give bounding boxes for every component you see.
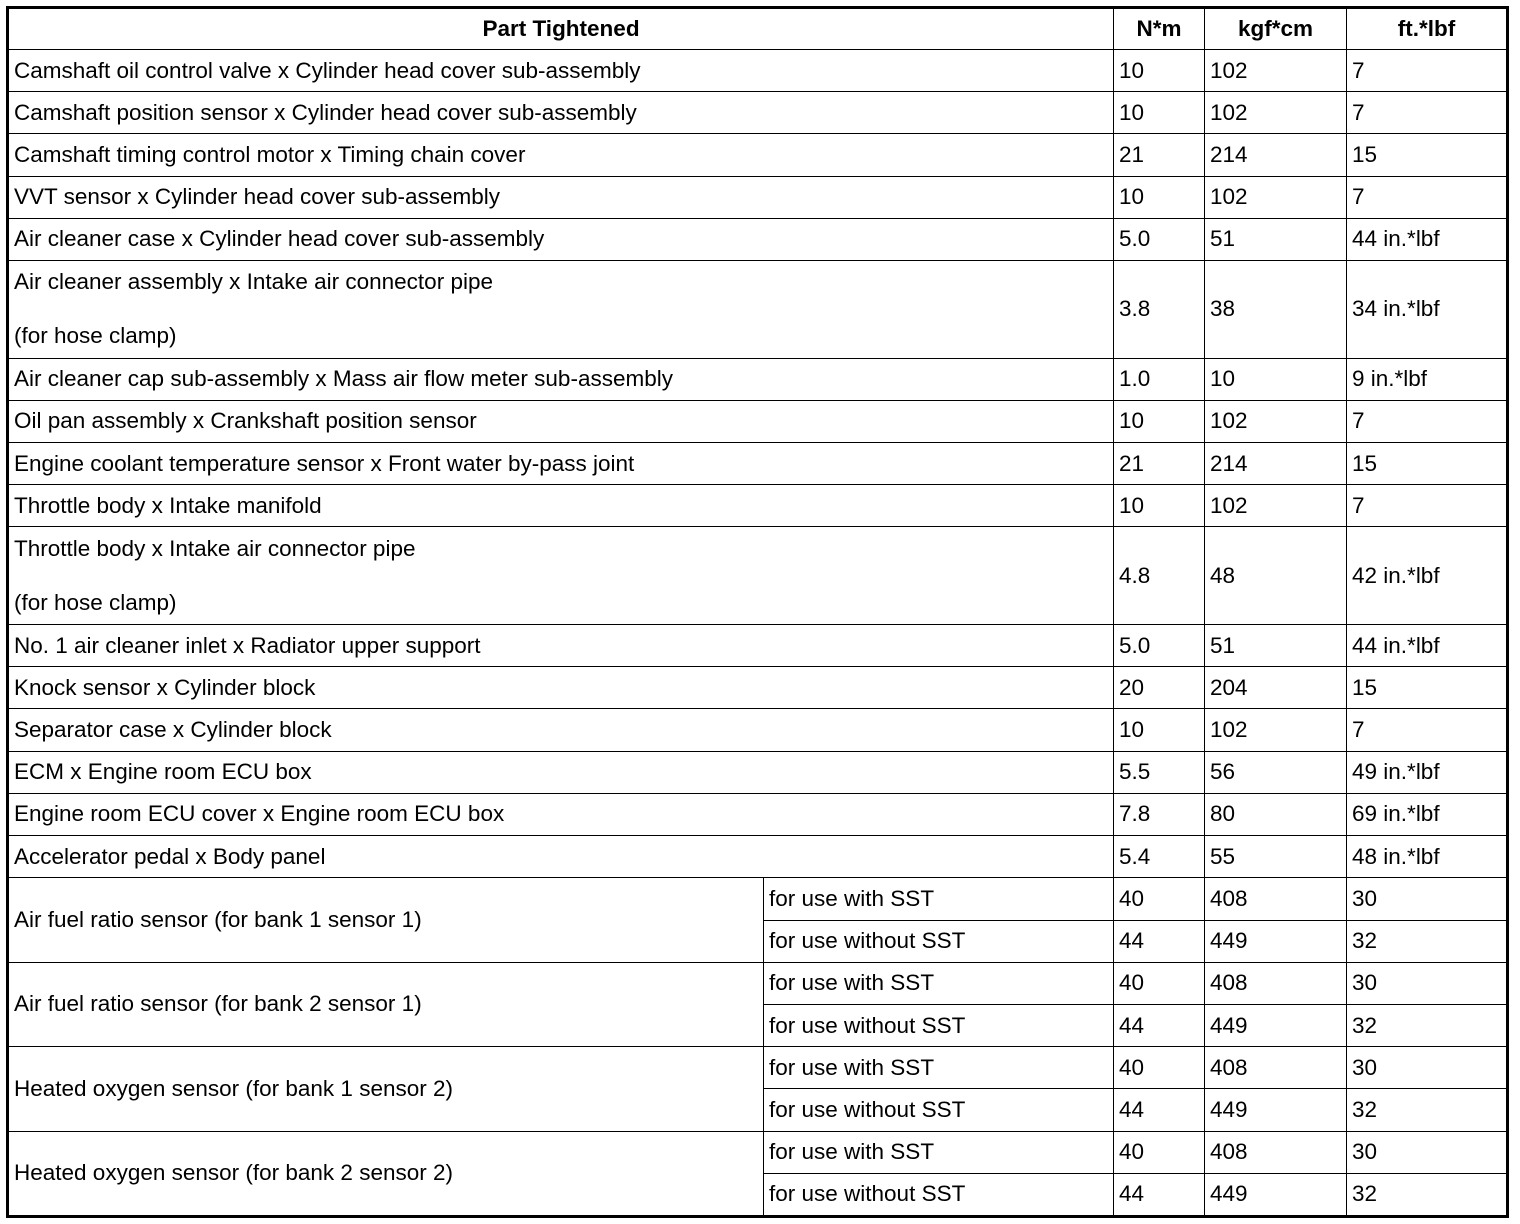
nm-value: 3.8 (1114, 261, 1205, 359)
kgfcm-value: 38 (1205, 261, 1347, 359)
kgfcm-value: 51 (1205, 218, 1347, 260)
nm-value: 10 (1114, 92, 1205, 134)
table-row (8, 261, 1508, 359)
nm-value: 4.8 (1114, 527, 1205, 625)
sensor-part-cell: Air fuel ratio sensor (for bank 1 sensor 1) (8, 878, 764, 962)
part-cell (8, 92, 1114, 134)
header-ftlbf: ft.*lbf (1347, 8, 1508, 50)
ftlbf-value: 34 in.*lbf (1347, 261, 1508, 359)
condition-cell: for use without SST (764, 1004, 1114, 1046)
ftlbf-value: 15 (1347, 134, 1508, 176)
kgfcm-value: 48 (1205, 527, 1347, 625)
ftlbf-value: 7 (1347, 92, 1508, 134)
nm-value: 5.5 (1114, 751, 1205, 793)
nm-value: 44 (1114, 1089, 1205, 1131)
part-cell (8, 261, 1114, 359)
part-cell (8, 134, 1114, 176)
part-cell (8, 400, 1114, 442)
part-name: Engine room ECU cover x Engine room ECU box (14, 801, 505, 827)
ftlbf-value: 7 (1347, 176, 1508, 218)
kgfcm-value: 102 (1205, 400, 1347, 442)
kgfcm-value: 449 (1205, 920, 1347, 962)
nm-value: 5.0 (1114, 218, 1205, 260)
kgfcm-value: 408 (1205, 1131, 1347, 1173)
kgfcm-value: 408 (1205, 878, 1347, 920)
ftlbf-value: 30 (1347, 1047, 1508, 1089)
part-cell (8, 527, 1114, 625)
nm-value: 44 (1114, 1173, 1205, 1216)
table-row (8, 485, 1508, 527)
nm-value: 10 (1114, 176, 1205, 218)
ftlbf-value: 30 (1347, 962, 1508, 1004)
kgfcm-value: 102 (1205, 92, 1347, 134)
nm-value: 10 (1114, 50, 1205, 92)
part-name: Air cleaner assembly x Intake air connector pipe (14, 269, 493, 295)
table-row (8, 878, 1508, 920)
kgfcm-value: 51 (1205, 625, 1347, 667)
nm-value: 21 (1114, 443, 1205, 485)
part-cell (8, 793, 1114, 835)
kgfcm-value: 102 (1205, 50, 1347, 92)
part-cell (8, 667, 1114, 709)
part-name: Oil pan assembly x Crankshaft position sensor (14, 408, 477, 434)
condition-cell: for use with SST (764, 1047, 1114, 1089)
kgfcm-value: 408 (1205, 1047, 1347, 1089)
nm-value: 10 (1114, 485, 1205, 527)
ftlbf-value: 9 in.*lbf (1347, 358, 1508, 400)
nm-value: 40 (1114, 1047, 1205, 1089)
table-row (8, 92, 1508, 134)
nm-value: 21 (1114, 134, 1205, 176)
part-name: Accelerator pedal x Body panel (14, 843, 326, 869)
ftlbf-value: 30 (1347, 1131, 1508, 1173)
header-kgfcm: kgf*cm (1205, 8, 1347, 50)
nm-value: 1.0 (1114, 358, 1205, 400)
kgfcm-value: 56 (1205, 751, 1347, 793)
part-cell (8, 176, 1114, 218)
table-row (8, 667, 1508, 709)
table-row (8, 751, 1508, 793)
part-name: Camshaft timing control motor x Timing chain cover (14, 142, 526, 167)
ftlbf-value: 7 (1347, 709, 1508, 751)
table-row (8, 443, 1508, 485)
ftlbf-value: 15 (1347, 443, 1508, 485)
ftlbf-value: 30 (1347, 878, 1508, 920)
header-nm: N*m (1114, 8, 1205, 50)
ftlbf-value: 7 (1347, 50, 1508, 92)
condition-cell: for use without SST (764, 920, 1114, 962)
ftlbf-value: 32 (1347, 1173, 1508, 1216)
condition-cell: for use with SST (764, 878, 1114, 920)
part-cell (8, 50, 1114, 92)
kgfcm-value: 102 (1205, 176, 1347, 218)
part-name: Engine coolant temperature sensor x Front water by-pass joint (14, 450, 635, 476)
nm-value: 5.0 (1114, 625, 1205, 667)
table-row (8, 836, 1508, 878)
ftlbf-value: 44 in.*lbf (1347, 218, 1508, 260)
part-name: Separator case x Cylinder block (14, 717, 332, 743)
kgfcm-value: 102 (1205, 709, 1347, 751)
table-row (8, 50, 1508, 92)
kgfcm-value: 80 (1205, 793, 1347, 835)
part-name: Knock sensor x Cylinder block (14, 674, 316, 700)
part-name: Throttle body x Intake air connector pipe (14, 535, 416, 561)
condition-cell: for use with SST (764, 1131, 1114, 1173)
kgfcm-value: 204 (1205, 667, 1347, 709)
nm-value: 10 (1114, 709, 1205, 751)
part-name: No. 1 air cleaner inlet x Radiator upper support (14, 632, 481, 658)
sensor-part-cell: Heated oxygen sensor (for bank 2 sensor 2) (8, 1131, 764, 1216)
nm-value: 5.4 (1114, 836, 1205, 878)
part-cell (8, 443, 1114, 485)
header-part-tightened: Part Tightened (8, 8, 1114, 50)
ftlbf-value: 49 in.*lbf (1347, 751, 1508, 793)
ftlbf-value: 32 (1347, 1089, 1508, 1131)
part-name: Throttle body x Intake manifold (14, 492, 322, 518)
ftlbf-value: 44 in.*lbf (1347, 625, 1508, 667)
part-cell (8, 709, 1114, 751)
table-row (8, 962, 1508, 1004)
part-cell (8, 485, 1114, 527)
kgfcm-value: 449 (1205, 1173, 1347, 1216)
table-row (8, 176, 1508, 218)
table-row (8, 400, 1508, 442)
kgfcm-value: 214 (1205, 134, 1347, 176)
ftlbf-value: 32 (1347, 1004, 1508, 1046)
part-name: VVT sensor x Cylinder head cover sub-assembly (14, 184, 501, 210)
part-cell (8, 836, 1114, 878)
sensor-part-cell: Air fuel ratio sensor (for bank 2 sensor 1) (8, 962, 764, 1046)
part-name: Camshaft position sensor x Cylinder head cover sub-assembly (14, 99, 637, 125)
nm-value: 40 (1114, 962, 1205, 1004)
part-note: (for hose clamp) (14, 323, 177, 349)
condition-cell: for use without SST (764, 1173, 1114, 1216)
ftlbf-value: 42 in.*lbf (1347, 527, 1508, 625)
part-name: Air cleaner cap sub-assembly x Mass air flow meter sub-assembly (14, 366, 673, 392)
table-row (8, 134, 1508, 176)
table-row (8, 625, 1508, 667)
part-cell (8, 218, 1114, 260)
part-name: ECM x Engine room ECU box (14, 759, 312, 785)
part-name: Camshaft oil control valve x Cylinder head cover sub-assembly (14, 57, 641, 83)
kgfcm-value: 449 (1205, 1004, 1347, 1046)
table-body (8, 50, 1508, 1217)
part-name: Air cleaner case x Cylinder head cover sub-assembly (14, 226, 545, 252)
sensor-part-cell: Heated oxygen sensor (for bank 1 sensor 2) (8, 1047, 764, 1131)
nm-value: 44 (1114, 920, 1205, 962)
kgfcm-value: 408 (1205, 962, 1347, 1004)
table-row (8, 527, 1508, 625)
kgfcm-value: 10 (1205, 358, 1347, 400)
nm-value: 44 (1114, 1004, 1205, 1046)
table-row (8, 358, 1508, 400)
kgfcm-value: 55 (1205, 836, 1347, 878)
kgfcm-value: 102 (1205, 485, 1347, 527)
nm-value: 40 (1114, 878, 1205, 920)
kgfcm-value: 214 (1205, 443, 1347, 485)
condition-cell: for use with SST (764, 962, 1114, 1004)
table-row (8, 793, 1508, 835)
part-cell (8, 751, 1114, 793)
ftlbf-value: 7 (1347, 485, 1508, 527)
table-header-row (8, 8, 1508, 50)
nm-value: 20 (1114, 667, 1205, 709)
part-cell (8, 625, 1114, 667)
ftlbf-value: 15 (1347, 667, 1508, 709)
table-row (8, 709, 1508, 751)
nm-value: 40 (1114, 1131, 1205, 1173)
torque-specification-table (6, 6, 1509, 1218)
kgfcm-value: 449 (1205, 1089, 1347, 1131)
table-row (8, 218, 1508, 260)
nm-value: 10 (1114, 400, 1205, 442)
condition-cell: for use without SST (764, 1089, 1114, 1131)
table-row (8, 1131, 1508, 1173)
table-row (8, 1047, 1508, 1089)
part-cell (8, 358, 1114, 400)
ftlbf-value: 32 (1347, 920, 1508, 962)
ftlbf-value: 7 (1347, 400, 1508, 442)
ftlbf-value: 48 in.*lbf (1347, 836, 1508, 878)
ftlbf-value: 69 in.*lbf (1347, 793, 1508, 835)
part-note: (for hose clamp) (14, 589, 177, 615)
nm-value: 7.8 (1114, 793, 1205, 835)
